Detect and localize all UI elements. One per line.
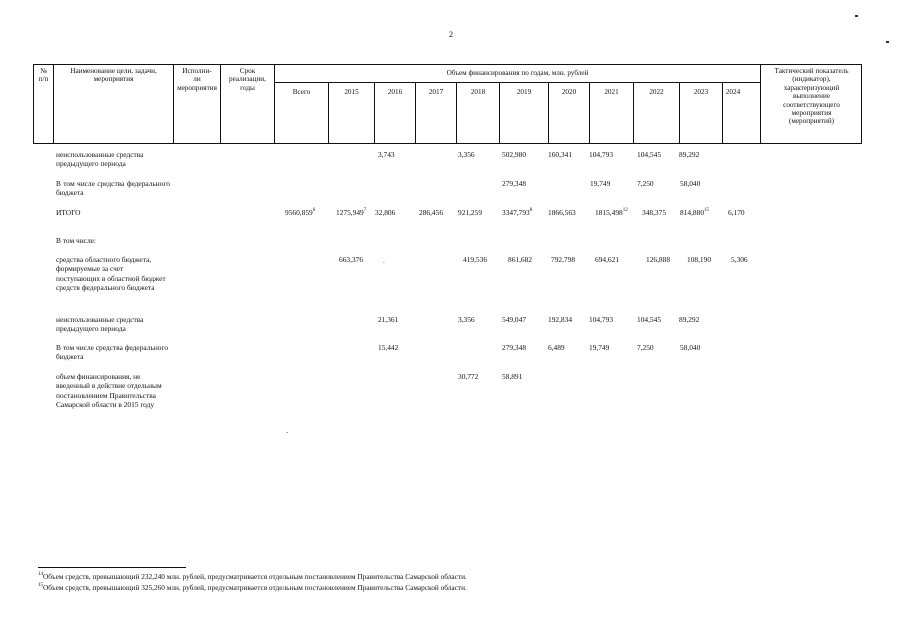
table-cell: 921,259: [458, 208, 483, 217]
table-cell: 9560,859$^6$: [285, 208, 316, 217]
table-cell: 58,891: [502, 372, 523, 381]
col-year-2016: 2016: [387, 88, 403, 96]
table-cell: 19,749: [590, 179, 611, 188]
col-term-header: Срок реализации, годы: [229, 67, 266, 92]
col-number-header: № п/п: [38, 67, 49, 84]
table-cell: 1815,498$^{12}$: [595, 208, 628, 217]
table-cell: 1866,563: [548, 208, 576, 217]
col-year-2022: 2022: [649, 88, 664, 96]
table-cell: 32,806: [375, 208, 396, 217]
table-cell: 192,834: [548, 315, 573, 324]
footnote: $^{15}$Объем средств, превышающий 325,260 млн. рублей, предусматривается отдельным постановлением Правительства Самарской области.: [38, 583, 467, 592]
table-header: [33, 64, 862, 144]
table-cell: 1275,949$^7$: [336, 208, 367, 217]
row-label: средства областного бюджета, формируемые за счет поступающих в областной бюджет средств федерального бюджета: [56, 255, 166, 293]
table-cell: 694,621: [595, 255, 620, 264]
table-cell: 126,888: [646, 255, 671, 264]
table-cell: 3,356: [458, 315, 475, 324]
table-cell: 861,682: [508, 255, 533, 264]
row-label: В том числе средства федерального бюджета: [56, 343, 169, 362]
table-cell: 502,980: [502, 150, 527, 159]
table-cell: 89,292: [679, 315, 700, 324]
col-year-2017: 2017: [428, 88, 444, 96]
table-cell: 160,341: [548, 150, 573, 159]
col-indicator-header: Тактический показатель (индикатор), характеризующий выполнение соответствующего мероприятия (мероприятий): [774, 67, 849, 126]
scan-speck: [886, 41, 889, 43]
table-cell: 286,456: [419, 208, 444, 217]
col-year-2019: 2019: [516, 88, 532, 96]
scan-speck: -: [286, 428, 289, 436]
scan-speck: .: [383, 257, 385, 265]
col-year-2020: 2020: [561, 88, 577, 96]
table-cell: 6,170: [728, 208, 745, 217]
scan-speck: [855, 15, 858, 17]
table-cell: 663,376: [339, 255, 364, 264]
table-cell: 21,361: [378, 315, 399, 324]
table-cell: 58,040: [680, 179, 701, 188]
table-cell: 279,348: [502, 343, 527, 352]
table-cell: 89,292: [679, 150, 700, 159]
table-cell: 15,442: [378, 343, 399, 352]
table-cell: 104,545: [637, 315, 662, 324]
table-cell: 30,772: [458, 372, 479, 381]
row-label: неиспользованные средства предыдущего периода: [56, 150, 144, 169]
table-cell: 7,250: [637, 343, 654, 352]
table-cell: 7,250: [637, 179, 654, 188]
page-number: 2: [449, 30, 453, 39]
table-cell: 5,306: [731, 255, 748, 264]
col-executor-header: Исполни- ли мероприятия: [177, 67, 217, 92]
table-cell: 419,536: [463, 255, 488, 264]
col-funding-header: Объем финансирования по годам, млн. рублей: [446, 69, 589, 77]
table-cell: 19,749: [589, 343, 610, 352]
table-cell: 348,375: [642, 208, 667, 217]
table-cell: 58,040: [680, 343, 701, 352]
col-year-2018: 2018: [470, 88, 486, 96]
col-year-2024: 2024: [725, 88, 741, 96]
footnote-separator: [38, 567, 186, 568]
row-label: объем финансирования, не введенный в действие отдельным постановлением Правительства Самарской области в 2015 году: [56, 372, 162, 410]
col-total-header: Всего: [292, 88, 311, 96]
row-label: В том числе средства федерального бюджета: [56, 179, 170, 198]
table-cell: 3,743: [378, 150, 395, 159]
table-cell: 792,798: [551, 255, 576, 264]
col-year-2023: 2023: [693, 88, 709, 96]
row-label: неиспользованные средства предыдущего периода: [56, 315, 144, 334]
table-cell: 3347,793$^8$: [502, 208, 533, 217]
table-cell: 104,793: [589, 315, 614, 324]
table-cell: 104,793: [589, 150, 614, 159]
table-cell: 6,489: [548, 343, 565, 352]
table-cell: 108,190: [687, 255, 712, 264]
table-cell: 3,356: [458, 150, 475, 159]
row-label-total: ИТОГО: [56, 208, 81, 217]
row-label: В том числе:: [56, 236, 96, 245]
table-cell: 549,047: [502, 315, 527, 324]
footnote: $^{14}$Объем средств, превышающий 232,240 млн. рублей, предусматривается отдельным постановлением Правительства Самарской области.: [38, 572, 467, 581]
col-year-2021: 2021: [604, 88, 619, 96]
col-year-2015: 2015: [344, 88, 359, 96]
table-cell: 104,545: [637, 150, 662, 159]
table-cell: 814,880$^{15}$: [680, 208, 710, 217]
col-name-header: Наименование цели, задачи, мероприятия: [70, 67, 157, 84]
table-cell: 279,348: [502, 179, 527, 188]
